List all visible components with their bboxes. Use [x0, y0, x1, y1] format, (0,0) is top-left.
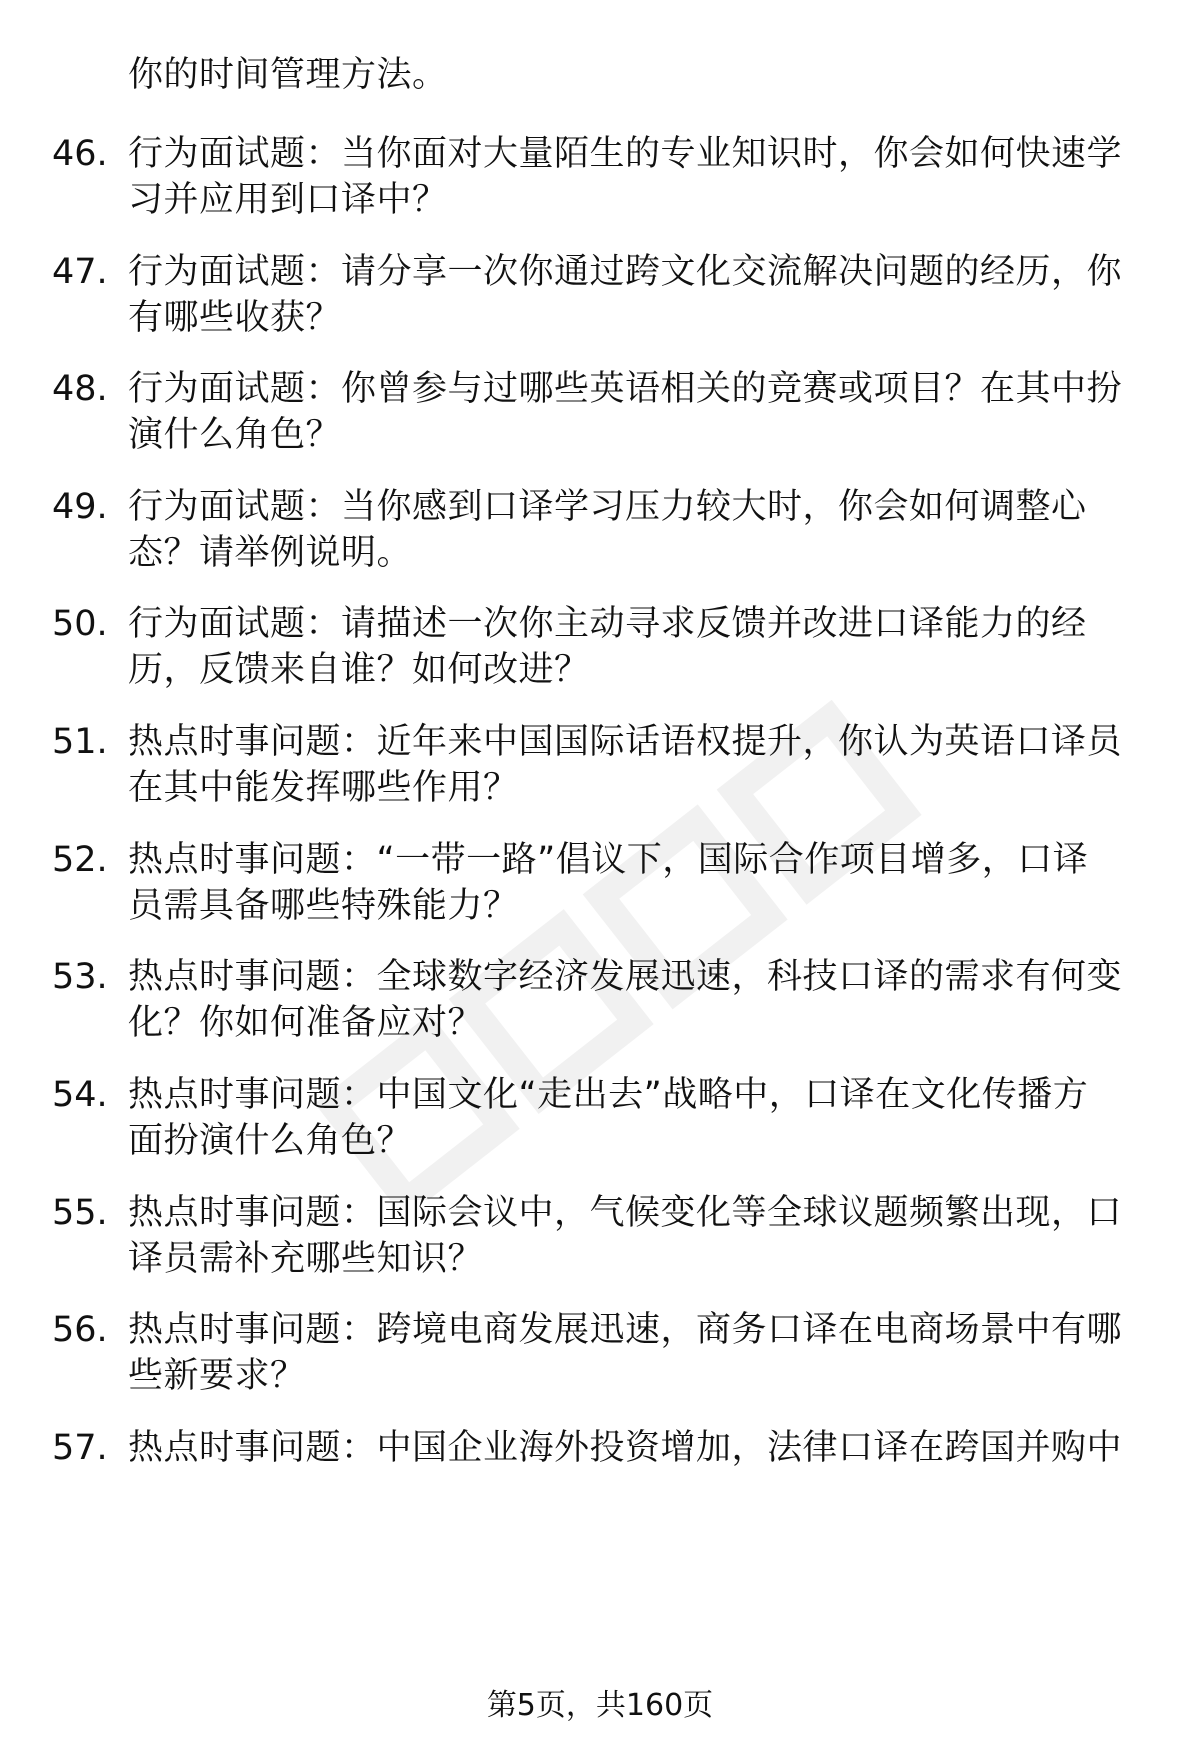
item-text-line: 热点时事问题：中国文化“走出去”战略中，口译在文化传播方	[128, 1075, 1089, 1115]
item-number: 57.	[52, 1428, 108, 1468]
page-footer: 第5页，共160页	[486, 1688, 714, 1723]
item-text-line: 面扮演什么角色？	[128, 1121, 413, 1161]
item-number: 49.	[52, 487, 108, 527]
item-text-line: 热点时事问题：全球数字经济发展迅速，科技口译的需求有何变	[128, 957, 1123, 997]
item-number: 55.	[52, 1193, 108, 1233]
item-text-line: 在其中能发挥哪些作用？	[128, 768, 519, 808]
item-number: 54.	[52, 1075, 108, 1115]
item-number: 56.	[52, 1310, 108, 1350]
item-text-line: 行为面试题：你曾参与过哪些英语相关的竞赛或项目？在其中扮	[128, 369, 1123, 409]
item-number: 50.	[52, 604, 108, 644]
item-text-line: 热点时事问题：国际会议中，气候变化等全球议题频繁出现，口	[128, 1193, 1123, 1233]
item-text-line: 习并应用到口译中？	[128, 180, 448, 220]
item-number: 47.	[52, 252, 108, 292]
item-text-line: 些新要求？	[128, 1356, 306, 1396]
item-number: 52.	[52, 840, 108, 880]
item-text-line: 行为面试题：当你面对大量陌生的专业知识时，你会如何快速学	[128, 134, 1123, 174]
item-text-line: 热点时事问题：跨境电商发展迅速，商务口译在电商场景中有哪	[128, 1310, 1123, 1350]
item-text-line: 热点时事问题：近年来中国国际话语权提升，你认为英语口译员	[128, 722, 1123, 762]
item-text-line: 演什么角色？	[128, 415, 342, 455]
item-text-line: 行为面试题：请分享一次你通过跨文化交流解决问题的经历，你	[128, 252, 1123, 292]
item-text-line: 有哪些收获？	[128, 298, 342, 338]
item-text-line: 热点时事问题：中国企业海外投资增加，法律口译在跨国并购中	[128, 1428, 1123, 1468]
item-text-line: 态？请举例说明。	[128, 533, 413, 573]
item-text-line: 员需具备哪些特殊能力？	[128, 886, 519, 926]
item-text-line: 译员需补充哪些知识？	[128, 1239, 484, 1279]
item-text-line: 热点时事问题：“一带一路”倡议下，国际合作项目增多，口译	[128, 840, 1089, 880]
item-number: 53.	[52, 957, 108, 997]
item-number: 46.	[52, 134, 108, 174]
continuation-text: 你的时间管理方法。	[128, 55, 448, 95]
item-text-line: 化？你如何准备应对？	[128, 1003, 484, 1043]
item-number: 48.	[52, 369, 108, 409]
item-text-line: 行为面试题：当你感到口译学习压力较大时，你会如何调整心	[128, 487, 1087, 527]
item-text-line: 行为面试题：请描述一次你主动寻求反馈并改进口译能力的经	[128, 604, 1087, 644]
item-text-line: 历，反馈来自谁？如何改进？	[128, 650, 590, 690]
item-number: 51.	[52, 722, 108, 762]
